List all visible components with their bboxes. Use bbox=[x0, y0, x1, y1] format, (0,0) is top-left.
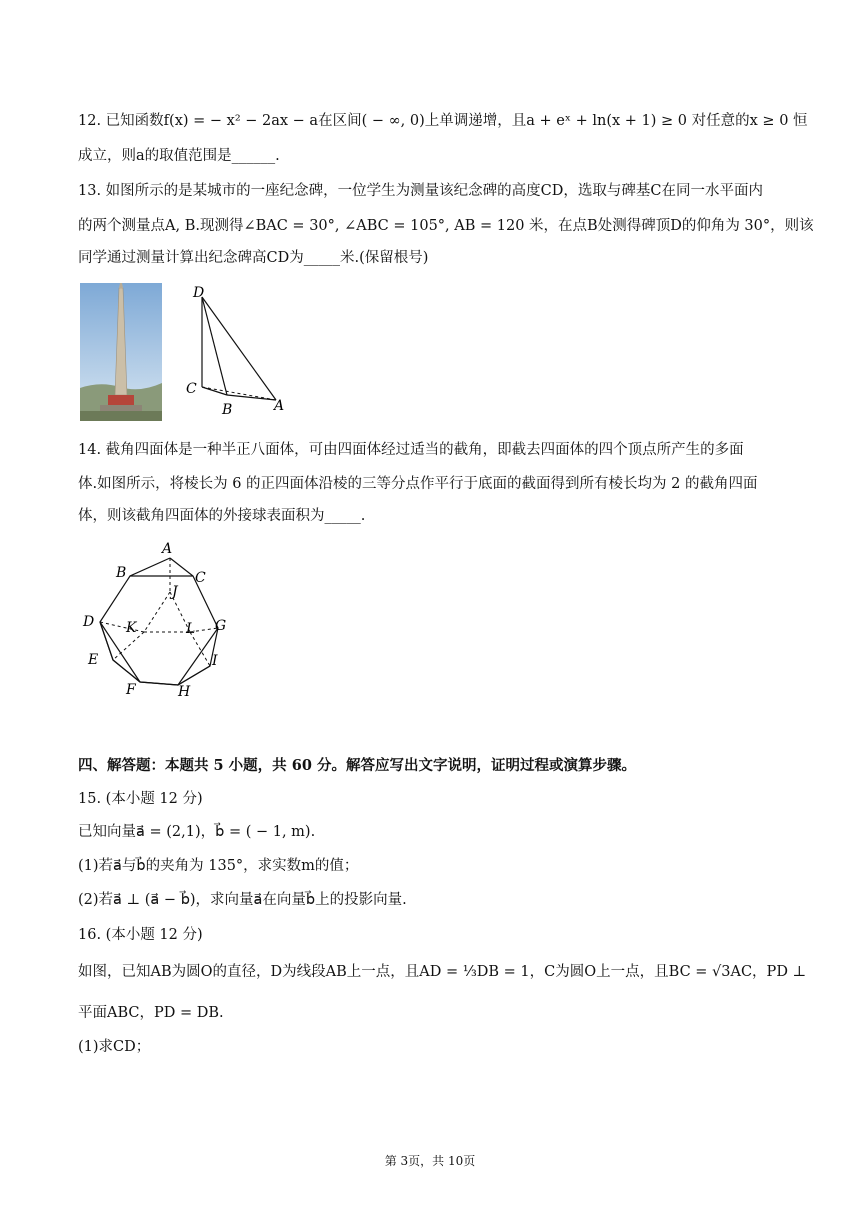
q12-line-1: 12. 已知函数f(x) = − x² − 2ax − a在区间( − ∞, 0)上单调递增，且a + eˣ + ln(x + 1) ≥ 0 对任意的x ≥ 0 恒 bbox=[78, 113, 808, 129]
q15-part-2: (2)若a⃗ ⊥ (a⃗ − b⃗)，求向量a⃗在向量b⃗上的投影向量. bbox=[78, 892, 407, 908]
label-L: L bbox=[186, 621, 196, 637]
label-B: B bbox=[116, 565, 127, 581]
label-I: I bbox=[212, 653, 218, 669]
label-H: H bbox=[178, 684, 191, 700]
label-D: D bbox=[83, 614, 95, 630]
label-A: A bbox=[162, 541, 173, 557]
q16-line-1: 如图，已知AB为圆O的直径，D为线段AB上一点，且AD = ⅓DB = 1，C为圆O上一点，且BC = √3AC，PD ⊥ bbox=[78, 964, 807, 980]
label-C: C bbox=[186, 381, 197, 397]
label-A: A bbox=[274, 398, 285, 414]
label-F: F bbox=[126, 682, 136, 698]
q13-tetrahedron-figure bbox=[180, 283, 300, 421]
q13-line-1: 13. 如图所示的是某城市的一座纪念碑，一位学生为测量该纪念碑的高度CD，选取与碑基C在同一水平面内 bbox=[78, 183, 763, 199]
q15-title: 15. (本小题 12 分) bbox=[78, 791, 203, 807]
label-G: G bbox=[215, 618, 227, 634]
q14-truncated-tetrahedron-figure bbox=[78, 540, 238, 700]
q15-part-1: (1)若a⃗与b⃗的夹角为 135°，求实数m的值； bbox=[78, 858, 359, 874]
label-B: B bbox=[222, 402, 233, 418]
q16-part-1: (1)求CD； bbox=[78, 1039, 151, 1055]
label-D: D bbox=[193, 285, 205, 301]
label-J: J bbox=[172, 584, 178, 600]
q14-line-2: 体.如图所示，将棱长为 6 的正四面体沿棱的三等分点作平行于底面的截面得到所有棱长均为 2 的截角四面 bbox=[78, 476, 758, 492]
label-E: E bbox=[88, 652, 99, 668]
q14-line-3: 体，则该截角四面体的外接球表面积为_____. bbox=[78, 508, 366, 524]
q15-line-1: 已知向量a⃗ = (2,1)，b⃗ = ( − 1, m). bbox=[78, 824, 316, 840]
section-heading: 四、解答题：本题共 5 小题，共 60 分。解答应写出文字说明，证明过程或演算步骤。 bbox=[78, 757, 636, 774]
label-C: C bbox=[195, 570, 206, 586]
q16-line-2: 平面ABC，PD = DB. bbox=[78, 1005, 224, 1021]
q16-title: 16. (本小题 12 分) bbox=[78, 927, 203, 943]
q13-line-2: 的两个测量点A, B.现测得∠BAC = 30°, ∠ABC = 105°, AB = 120 米，在点B处测得碑顶D的仰角为 30°，则该 bbox=[78, 218, 814, 234]
label-K: K bbox=[126, 620, 137, 636]
page-footer: 第 3页，共 10页 bbox=[384, 1154, 476, 1168]
q14-line-1: 14. 截角四面体是一种半正八面体，可由四面体经过适当的截角，即截去四面体的四个顶点所产生的多面 bbox=[78, 442, 744, 458]
q12-line-2: 成立，则a的取值范围是______. bbox=[78, 148, 280, 164]
q13-line-3: 同学通过测量计算出纪念碑高CD为_____米.(保留根号) bbox=[78, 250, 429, 266]
monument-photo bbox=[80, 283, 162, 421]
